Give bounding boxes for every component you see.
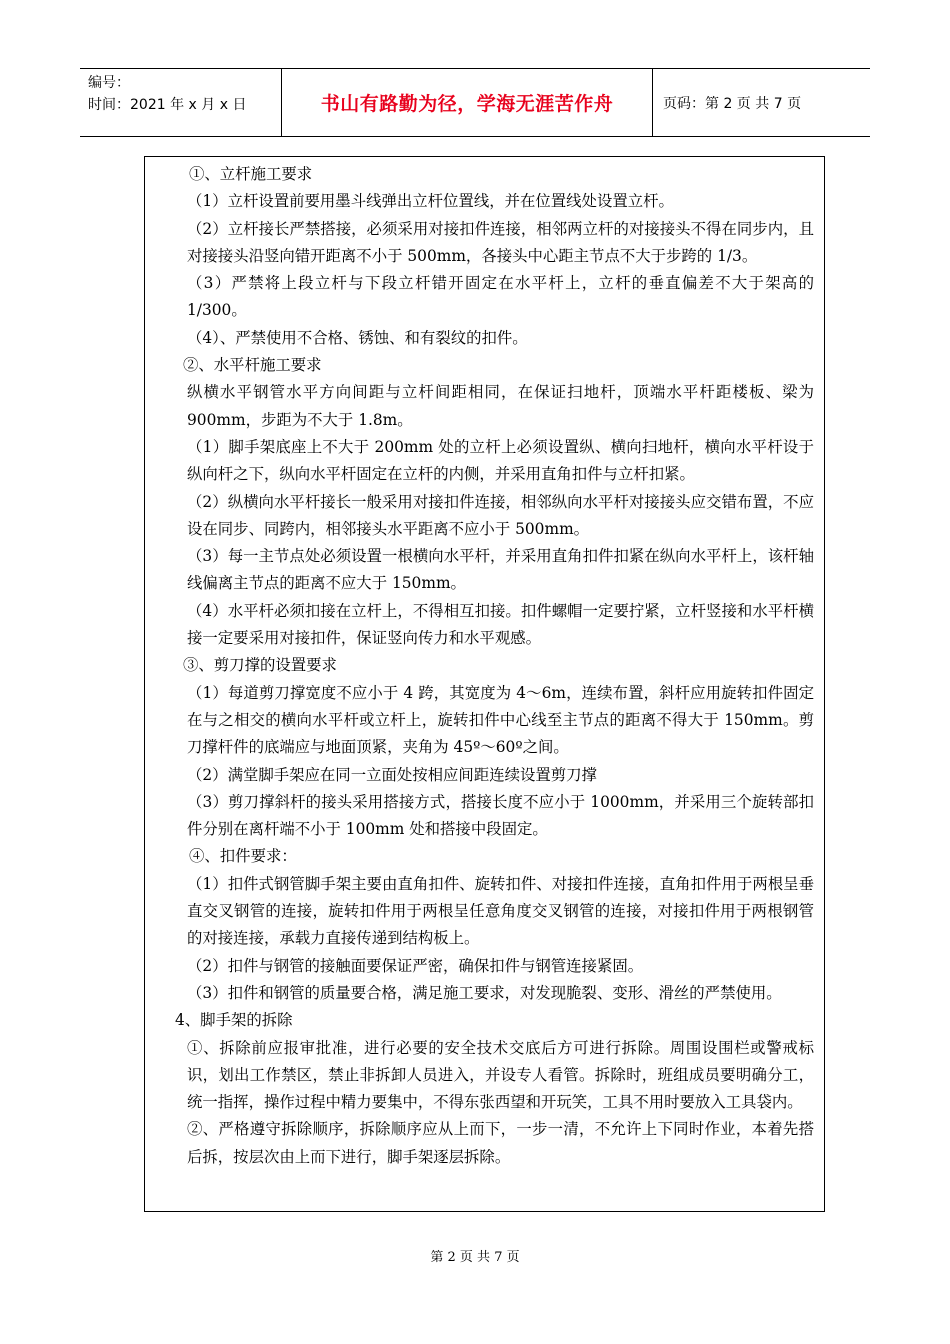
section-heading-upright-pole: ①、立杆施工要求: [189, 165, 313, 183]
paragraph: ①、拆除前应报审批准，进行必要的安全技术交底后方可进行拆除。周围设围栏或警戒标识，划出工作禁区，禁止非拆卸人员进入，并设专人看管。拆除时，班组成员要明确分工，统一指挥，操作过程中精力要集中，不得东张西望和开玩笑，工具不用时要放入工具袋内。: [187, 1038, 814, 1112]
paragraph: （1）每道剪刀撑宽度不应小于 4 跨，其宽度为 4～6m，连续布置，斜杆应用旋转扣件固定在与之相交的横向水平杆或立杆上，旋转扣件中心线至主节点的距离不得大于 150mm。剪刀撑杆件的底端应与地面顶紧，夹角为 45º～60º之间。: [187, 683, 814, 757]
paragraph: ②、严格遵守拆除顺序，拆除顺序应从上而下，一步一清，不允许上下同时作业，本着先搭后拆，按层次由上而下进行，脚手架逐层拆除。: [187, 1120, 814, 1166]
header-motto: 书山有路勤为径，学海无涯苦作舟: [282, 69, 653, 136]
paragraph: （2）纵横向水平杆接长一般采用对接扣件连接，相邻纵向水平杆对接接头应交错布置，不应设在同步、同跨内，相邻接头水平距离不应小于 500mm。: [187, 492, 814, 538]
paragraph: （1）脚手架底座上不大于 200mm 处的立杆上必须设置纵、横向扫地杆，横向水平杆设于纵向杆之下，纵向水平杆固定在立杆的内侧，并采用直角扣件与立杆扣紧。: [187, 437, 814, 484]
paragraph: （1）扣件式钢管脚手架主要由直角扣件、旋转扣件、对接扣件连接，直角扣件用于两根呈垂直交叉钢管的连接，旋转扣件用于两根呈任意角度交叉钢管的连接，对接扣件用于两根钢管的对接连接，承载力直接传递到结构板上。: [187, 874, 814, 948]
paragraph: （3）扣件和钢管的质量要合格，满足施工要求，对发现脆裂、变形、滑丝的严禁使用。: [187, 983, 782, 1002]
paragraph: （2）立杆接长严禁搭接，必须采用对接扣件连接，相邻两立杆的对接接头不得在同步内，且对接接头沿竖向错开距离不小于 500mm，各接头中心距主节点不大于步跨的 1/3。: [187, 219, 814, 265]
paragraph: （3）剪刀撑斜杆的接头采用搭接方式，搭接长度不应小于 1000mm，并采用三个旋转部扣件分别在离杆端不小于 100mm 处和搭接中段固定。: [187, 792, 814, 839]
header-page-info: 页码：第 2 页 共 7 页: [663, 95, 802, 112]
paragraph: （3）严禁将上段立杆与下段立杆错开固定在水平杆上，立杆的垂直偏差不大于架高的 1/300。: [187, 274, 814, 320]
page-header: [80, 68, 870, 137]
section-heading-dismantling: 4、脚手架的拆除: [175, 1011, 293, 1030]
paragraph: （2）扣件与钢管的接触面要保证严密，确保扣件与钢管连接紧固。: [187, 956, 644, 975]
paragraph: （2）满堂脚手架应在同一立面处按相应间距连续设置剪刀撑: [187, 765, 597, 784]
content-box: [144, 156, 825, 1212]
paragraph: 纵横水平钢管水平方向间距与立杆间距相同，在保证扫地杆，顶端水平杆距楼板、梁为 900mm，步距为不大于 1.8m。: [187, 383, 814, 429]
section-heading-horizontal-bar: ②、水平杆施工要求: [183, 356, 322, 375]
section-heading-scissor-brace: ③、剪刀撑的设置要求: [183, 656, 337, 675]
header-meta: [80, 69, 282, 136]
paragraph: （4）、严禁使用不合格、锈蚀、和有裂纹的扣件。: [187, 328, 528, 347]
doc-number-label: 编号：: [88, 75, 130, 91]
section-heading-fasteners: ④、扣件要求：: [189, 847, 297, 866]
paragraph: （3）每一主节点处必须设置一根横向水平杆，并采用直角扣件扣紧在纵向水平杆上，该杆轴线偏离主节点的距离不应大于 150mm。: [187, 547, 814, 593]
paragraph: （1）立杆设置前要用墨斗线弹出立杆位置线，并在位置线处设置立杆。: [187, 192, 674, 211]
page-footer: 第 2 页 共 7 页: [430, 1250, 520, 1265]
doc-date-label: 时间：2021 年 x 月 x 日: [88, 97, 247, 113]
paragraph: （4）水平杆必须扣接在立杆上，不得相互扣接。扣件螺帽一定要拧紧，立杆竖接和水平杆横接一定要采用对接扣件，保证竖向传力和水平观感。: [187, 601, 814, 648]
